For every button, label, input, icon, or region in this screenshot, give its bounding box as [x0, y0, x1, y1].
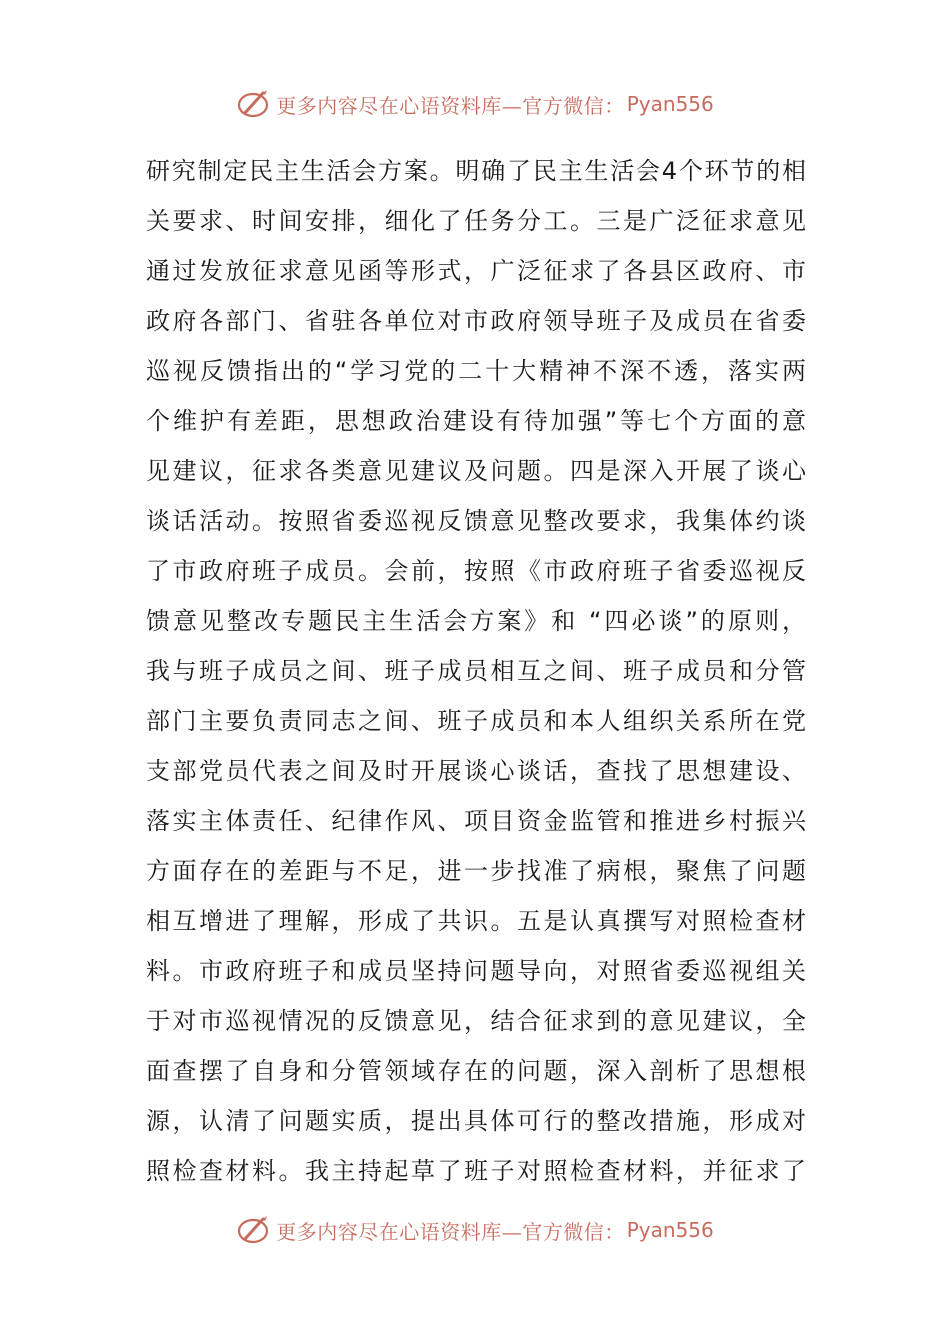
watermark-text: 更多内容尽在心语资料库—官方微信：: [276, 1219, 625, 1244]
pen-logo-icon: [236, 1212, 272, 1248]
text-line: 了市政府班子成员。会前，按照《市政府班子省委巡视反: [146, 557, 806, 585]
footer-watermark: [0, 1210, 950, 1250]
text-line: 照检查材料。我主持起草了班子对照检查材料，并征求了: [146, 1157, 806, 1185]
text-line: 面查摆了自身和分管领域存在的问题，深入剖析了思想根: [146, 1057, 806, 1085]
text-line: 谈话活动。按照省委巡视反馈意见整改要求，我集体约谈: [146, 507, 806, 535]
text-line: 政府各部门、省驻各单位对市政府领导班子及成员在省委: [146, 307, 806, 335]
watermark-wechat-id: Pyan556: [626, 92, 714, 116]
text-line: 馈意见整改专题民主生活会方案》和 “四必谈”的原则，: [146, 607, 806, 635]
watermark-wechat-id: Pyan556: [626, 1218, 714, 1242]
text-line: 相互增进了理解，形成了共识。五是认真撰写对照检查材: [146, 907, 806, 935]
text-line: 研究制定民主生活会方案。明确了民主生活会4个环节的相: [146, 157, 806, 185]
text-line: 通过发放征求意见函等形式，广泛征求了各县区政府、市: [146, 257, 806, 285]
text-line: 关要求、时间安排，细化了任务分工。三是广泛征求意见: [146, 207, 806, 235]
text-line: 落实主体责任、纪律作风、项目资金监管和推进乡村振兴: [146, 807, 806, 835]
document-body: [146, 146, 806, 1196]
pen-logo-icon: [236, 86, 272, 122]
text-line: 料。市政府班子和成员坚持问题导向，对照省委巡视组关: [146, 957, 806, 985]
text-line: 个维护有差距，思想政治建设有待加强”等七个方面的意: [146, 407, 806, 435]
text-line: 我与班子成员之间、班子成员相互之间、班子成员和分管: [146, 657, 806, 685]
text-line: 支部党员代表之间及时开展谈心谈话，查找了思想建设、: [146, 757, 806, 785]
text-line: 见建议，征求各类意见建议及问题。四是深入开展了谈心: [146, 457, 806, 485]
text-line: 方面存在的差距与不足，进一步找准了病根，聚焦了问题: [146, 857, 806, 885]
text-line: 于对市巡视情况的反馈意见，结合征求到的意见建议，全: [146, 1007, 806, 1035]
header-watermark: [0, 84, 950, 124]
text-line: 部门主要负责同志之间、班子成员和本人组织关系所在党: [146, 707, 806, 735]
text-line: 源，认清了问题实质，提出具体可行的整改措施，形成对: [146, 1107, 806, 1135]
watermark-text: 更多内容尽在心语资料库—官方微信：: [276, 93, 625, 118]
text-line: 巡视反馈指出的“学习党的二十大精神不深不透，落实两: [146, 357, 806, 385]
